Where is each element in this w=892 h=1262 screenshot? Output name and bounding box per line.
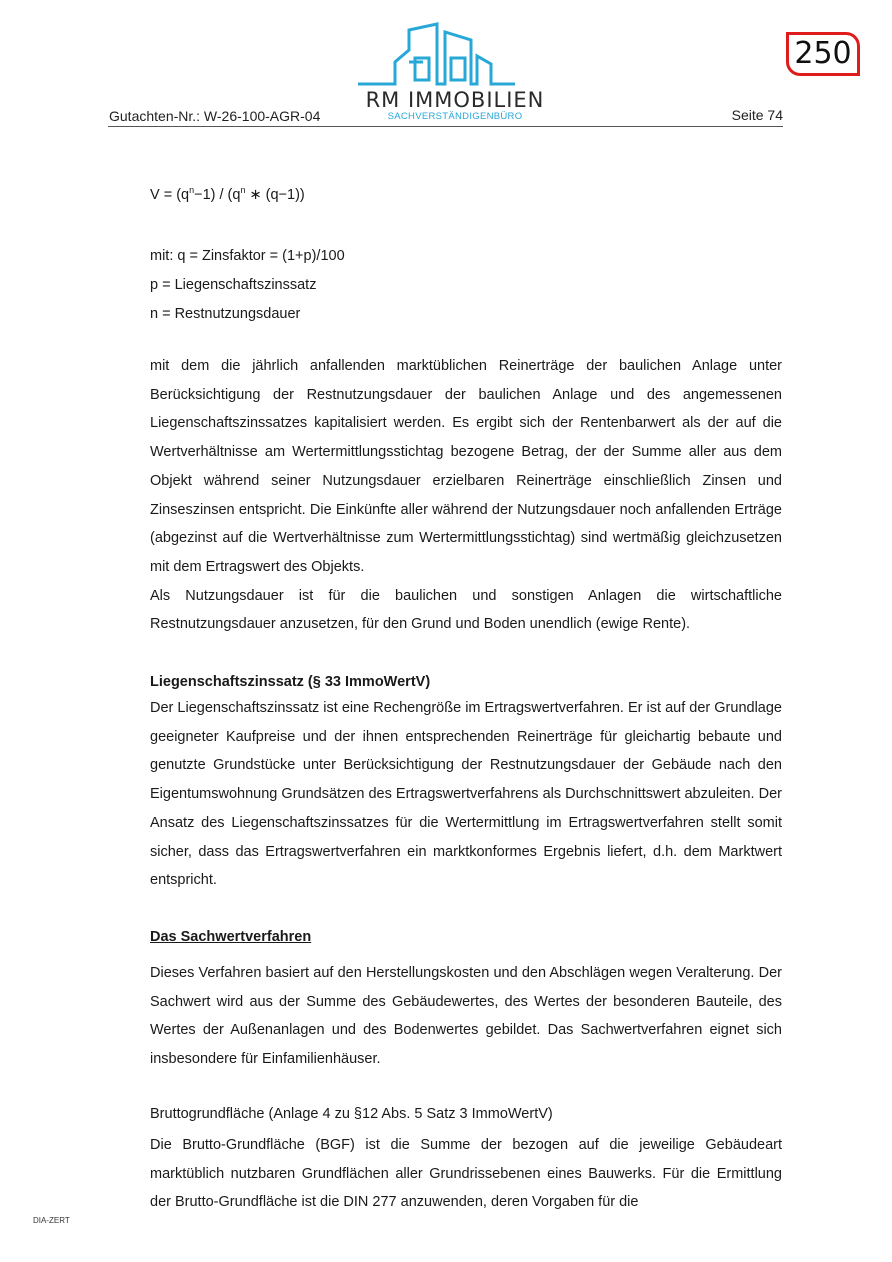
report-number: Gutachten-Nr.: W-26-100-AGR-04 xyxy=(109,108,321,124)
section-heading-bruttogrundflaeche: Bruttogrundfläche (Anlage 4 zu §12 Abs. 5 Satz 3 ImmoWertV) xyxy=(150,1106,553,1122)
section-body-liegenschaftszinssatz xyxy=(150,694,782,895)
definition-line: p = Liegenschaftszinssatz xyxy=(150,277,317,293)
formula-definitions xyxy=(150,242,345,329)
certification-mark: DIA-ZERT xyxy=(33,1216,70,1225)
definition-line: n = Restnutzungsdauer xyxy=(150,306,301,322)
section-heading-liegenschaftszinssatz: Liegenschaftszinssatz (§ 33 ImmoWertV) xyxy=(150,674,431,690)
formula-suffix: ∗ (q−1)) xyxy=(245,186,305,203)
paragraph: Als Nutzungsdauer ist für die baulichen und sonstigen Anlagen die wirtschaftliche Restnutzungsdauer anzusetzen, für den Grund und Boden unendlich (ewige Rente). xyxy=(150,587,782,633)
logo-subtitle: SACHVERSTÄNDIGENBÜRO xyxy=(387,111,523,122)
definition-line: mit: q = Zinsfaktor = (1+p)/100 xyxy=(150,248,345,264)
section-heading-sachwertverfahren: Das Sachwertverfahren xyxy=(150,929,312,945)
company-logo xyxy=(355,22,555,126)
paragraph: mit dem die jährlich anfallenden marktüblichen Reinerträge der baulichen Anlage unter Berücksichtigung der Restnutzungsdauer der baulichen Anlage und des angemessenen Liegenschaftszinssatzes kapitalisiert werden. Es ergibt sich der Rentenbarwert als der auf die Wertverhältnisse am Wertermittlungsstichtag bezogene Betrag, der der Summe aller aus dem Objekt während seiner Nutzungsdauer erzielbaren Reinerträge einschließlich Zinsen und Zinseszinsen entspricht. Die Einkünfte aller während der Nutzungsdauer noch anfallenden Erträge (abgezinst auf die Wertverhältnisse zum Wertermittlungsstichtag) sind wertmäßig gleichzusetzen mit dem Ertragswert des Objekts. xyxy=(150,358,782,575)
buildings-logo-icon xyxy=(355,22,555,88)
logo-company-name: RM IMMOBILIEN xyxy=(365,88,545,112)
header-divider xyxy=(108,126,783,127)
paragraph: Der Liegenschaftszinssatz ist eine Rechengröße im Ertragswertverfahren. Er ist auf der Grundlage geeigneter Kaufpreise und der ihnen entsprechenden Reinerträge für gleichartig bebaute und genutzte Grundstücke unter Berücksichtigung der Restnutzungsdauer der Gebäude nach den Eigentumswohnung Grundsätzen des Ertragswertverfahrens als Durchschnittswert abzuleiten. Der Ansatz des Liegenschaftszinssatzes für die Wertermittlung im Ertragswertverfahren stellt somit sicher, dass das Ertragswertverfahren ein marktkonformes Ergebnis liefert, d.h. dem Marktwert entspricht. xyxy=(150,700,782,889)
formula-exponent-1: n xyxy=(189,185,195,195)
section-body-sachwertverfahren xyxy=(150,959,782,1074)
annuity-formula xyxy=(150,185,305,203)
body-paragraph-capitalization xyxy=(150,352,782,639)
page-label: Seite 74 xyxy=(731,107,783,123)
paragraph: Dieses Verfahren basiert auf den Herstellungskosten und den Abschlägen wegen Veralterung. Der Sachwert wird aus der Summe des Gebäudewertes, des Wertes der besonderen Bauteile, des Wertes der Außenanlagen und des Bodenwertes gebildet. Das Sachwertverfahren eignet sich insbesondere für Einfamilienhäuser. xyxy=(150,965,782,1068)
paragraph: Die Brutto-Grundfläche (BGF) ist die Summe der bezogen auf die jeweilige Gebäudeart marktüblich nutzbaren Grundflächen aller Grundrissebenen eines Bauwerks. Für die Ermittlung der Brutto-Grundfläche ist die DIN 277 anzuwenden, deren Vorgaben für die xyxy=(150,1137,782,1211)
formula-exponent-2: n xyxy=(240,185,246,195)
formula-middle: −1) / (q xyxy=(194,186,241,203)
section-body-bruttogrundflaeche xyxy=(150,1131,782,1217)
page-number-badge: 250 xyxy=(786,32,860,76)
formula-prefix: V = (q xyxy=(150,186,190,203)
